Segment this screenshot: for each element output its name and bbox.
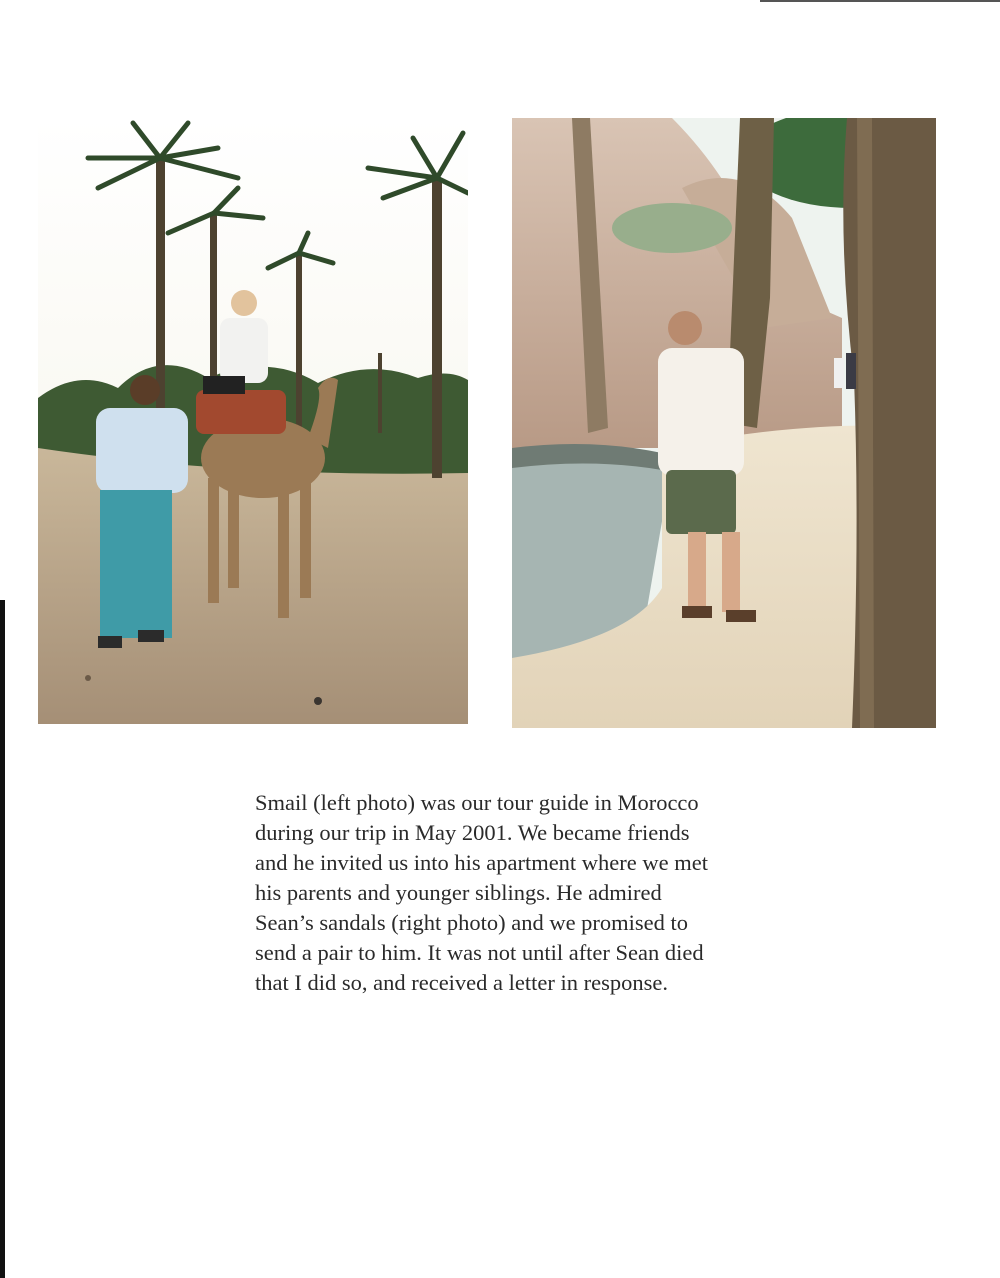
caption-line: Sean’s sandals (right photo) and we promised to [255, 910, 689, 935]
caption-line: Smail (left photo) was our tour guide in Morocco [255, 790, 699, 815]
caption-line: that I did so, and received a letter in response. [255, 970, 668, 995]
caption-line: and he invited us into his apartment where we met [255, 850, 708, 875]
scan-edge-top [760, 0, 1000, 2]
caption-line: send a pair to him. It was not until after Sean died [255, 940, 704, 965]
photo-caption [255, 788, 815, 998]
right-photo-sandals [512, 118, 936, 728]
caption-line: during our trip in May 2001. We became friends [255, 820, 690, 845]
caption-line: his parents and younger siblings. He admired [255, 880, 662, 905]
scan-edge-left [0, 600, 5, 1278]
left-photo-camel-ride [38, 118, 468, 724]
